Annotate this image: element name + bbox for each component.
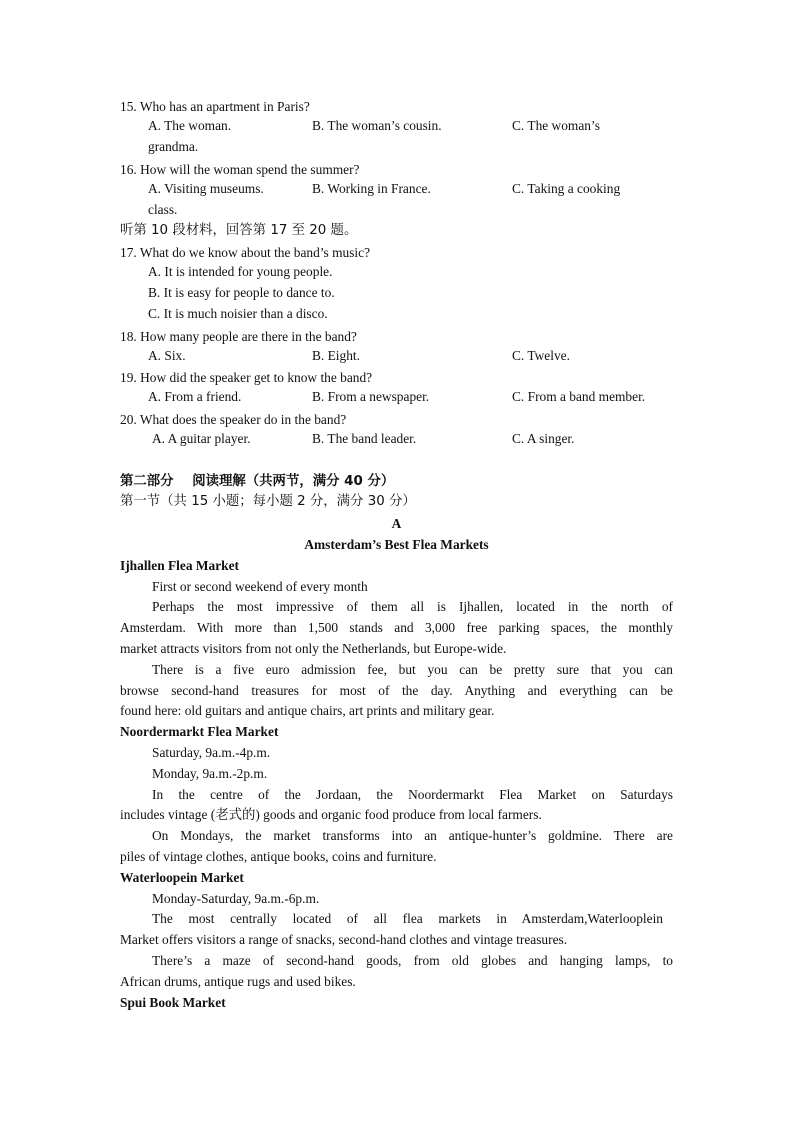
listening-section-note: 听第 10 段材料，回答第 17 至 20 题。	[120, 223, 358, 238]
market-heading-spui: Spui Book Market	[120, 995, 226, 1010]
question-17-option-b: B. It is easy for people to dance to.	[148, 285, 335, 300]
part-two-heading: 第二部分 阅读理解（共两节，满分 40 分）	[120, 474, 395, 489]
question-18-option-c: C. Twelve.	[512, 348, 570, 363]
question-17-option-c: C. It is much noisier than a disco.	[148, 306, 328, 321]
noordermarkt-time-monday: Monday, 9a.m.-2p.m.	[152, 766, 268, 781]
ijhallen-time: First or second weekend of every month	[152, 579, 368, 594]
passage-letter: A	[391, 516, 402, 531]
ijhallen-paragraph-1-line-2: Amsterdam. With more than 1,500 stands and 3,000 free parking spaces, the monthly	[120, 620, 673, 635]
market-heading-ijhallen: Ijhallen Flea Market	[120, 558, 240, 573]
question-16-option-b: B. Working in France.	[312, 181, 431, 196]
question-19-option-c: C. From a band member.	[512, 389, 646, 404]
noordermarkt-paragraph-2-line-2: piles of vintage clothes, antique books, coins and furniture.	[120, 849, 437, 864]
question-18-stem: 18. How many people are there in the band?	[120, 329, 357, 344]
waterloopein-paragraph-1-line-2: Market offers visitors a range of snacks, second-hand clothes and vintage treasures.	[120, 932, 568, 947]
question-16-stem: 16. How will the woman spend the summer?	[120, 162, 360, 177]
waterloopein-time: Monday-Saturday, 9a.m.-6p.m.	[152, 891, 320, 906]
question-19-option-a: A. From a friend.	[148, 389, 242, 404]
ijhallen-paragraph-1-line-1: Perhaps the most impressive of them all is Ijhallen, located in the north of	[152, 599, 673, 614]
question-20-option-c: C. A singer.	[512, 431, 575, 446]
question-15-option-c: C. The woman’s	[512, 118, 600, 133]
market-heading-waterloopein: Waterloopein Market	[120, 870, 244, 885]
question-20-option-b: B. The band leader.	[312, 431, 417, 446]
question-17-option-a: A. It is intended for young people.	[148, 264, 333, 279]
question-18-option-a: A. Six.	[148, 348, 186, 363]
passage-title: Amsterdam’s Best Flea Markets	[304, 537, 489, 552]
ijhallen-paragraph-2-line-3: found here: old guitars and antique chairs, art prints and military gear.	[120, 703, 495, 718]
waterloopein-paragraph-1-line-1: The most centrally located of all flea markets in Amsterdam,Waterlooplein	[152, 911, 663, 926]
noordermarkt-paragraph-1-line-2: includes vintage (老式的) goods and organic food produce from local farmers.	[120, 807, 542, 822]
ijhallen-paragraph-2-line-1: There is a five euro admission fee, but you can be pretty sure that you can	[152, 662, 673, 677]
section-one-heading: 第一节（共 15 小题；每小题 2 分，满分 30 分）	[120, 494, 416, 509]
noordermarkt-paragraph-2-line-1: On Mondays, the market transforms into an antique-hunter’s goldmine. There are	[152, 828, 673, 843]
waterloopein-paragraph-2-line-1: There’s a maze of second-hand goods, from old globes and hanging lamps, to	[152, 953, 673, 968]
ijhallen-paragraph-1-line-3: market attracts visitors from not only the Netherlands, but Europe-wide.	[120, 641, 507, 656]
question-16-option-c: C. Taking a cooking	[512, 181, 621, 196]
question-19-stem: 19. How did the speaker get to know the band?	[120, 370, 373, 385]
question-17-stem: 17. What do we know about the band’s music?	[120, 245, 371, 260]
question-18-option-b: B. Eight.	[312, 348, 360, 363]
question-19-option-b: B. From a newspaper.	[312, 389, 430, 404]
ijhallen-paragraph-2-line-2: browse second-hand treasures for most of the day. Anything and everything can be	[120, 683, 673, 698]
question-16-option-c-continued: class.	[148, 202, 178, 217]
question-15-option-b: B. The woman’s cousin.	[312, 118, 442, 133]
noordermarkt-paragraph-1-line-1: In the centre of the Jordaan, the Noordermarkt Flea Market on Saturdays	[152, 787, 673, 802]
market-heading-noordermarkt: Noordermarkt Flea Market	[120, 724, 279, 739]
question-20-option-a: A. A guitar player.	[152, 431, 251, 446]
waterloopein-paragraph-2-line-2: African drums, antique rugs and used bikes.	[120, 974, 356, 989]
question-20-stem: 20. What does the speaker do in the band?	[120, 412, 347, 427]
question-16-option-a: A. Visiting museums.	[148, 181, 264, 196]
noordermarkt-time-saturday: Saturday, 9a.m.-4p.m.	[152, 745, 271, 760]
question-15-option-a: A. The woman.	[148, 118, 232, 133]
question-15-stem: 15. Who has an apartment in Paris?	[120, 99, 310, 114]
question-15-option-c-continued: grandma.	[148, 139, 199, 154]
